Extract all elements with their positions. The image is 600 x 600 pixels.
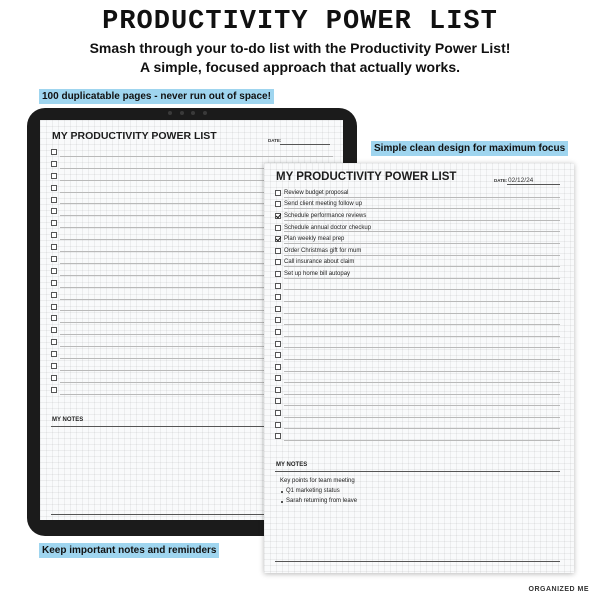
checkbox-icon[interactable] bbox=[51, 185, 57, 191]
checkbox-icon[interactable] bbox=[275, 201, 281, 207]
checkbox-icon[interactable] bbox=[51, 280, 57, 286]
checkbox-icon[interactable] bbox=[51, 363, 57, 369]
checkbox-icon[interactable] bbox=[275, 283, 281, 289]
checkbox-icon[interactable] bbox=[51, 220, 57, 226]
checked-checkbox-icon[interactable] bbox=[275, 213, 281, 219]
checkbox-icon[interactable] bbox=[275, 375, 281, 381]
task-row bbox=[275, 419, 560, 431]
checkbox-icon[interactable] bbox=[275, 364, 281, 370]
task-row bbox=[275, 245, 560, 257]
date-value: 02/12/24 bbox=[508, 177, 534, 184]
task-row bbox=[275, 338, 560, 350]
planner-title: MY PRODUCTIVITY POWER LIST bbox=[276, 171, 457, 183]
notes-bullet: Q1 marketing status bbox=[280, 488, 357, 498]
subtitle-line-2: A simple, focused approach that actually works. bbox=[139, 59, 460, 75]
planner-title: MY PRODUCTIVITY POWER LIST bbox=[52, 130, 217, 142]
task-row bbox=[275, 361, 560, 373]
task-row bbox=[275, 303, 560, 315]
checkbox-icon[interactable] bbox=[51, 197, 57, 203]
checkbox-icon[interactable] bbox=[275, 341, 281, 347]
task-row bbox=[275, 268, 560, 280]
checkbox-icon[interactable] bbox=[51, 339, 57, 345]
checkbox-icon[interactable] bbox=[51, 292, 57, 298]
task-row bbox=[51, 146, 333, 158]
task-text: Set up home bill autopay bbox=[284, 270, 351, 277]
task-text: Plan weekly meal prep bbox=[284, 236, 345, 243]
checkbox-icon[interactable] bbox=[51, 173, 57, 179]
task-row bbox=[275, 233, 560, 245]
task-text: Schedule performance reviews bbox=[284, 212, 367, 219]
notes-bullet: Sarah returning from leave bbox=[280, 498, 357, 508]
task-row bbox=[275, 396, 560, 408]
camera-icon bbox=[168, 111, 218, 117]
task-row bbox=[275, 384, 560, 396]
checkbox-icon[interactable] bbox=[51, 375, 57, 381]
callout-pages: 100 duplicatable pages - never run out of space! bbox=[39, 89, 274, 104]
page-title: PRODUCTIVITY POWER LIST bbox=[102, 7, 498, 37]
task-text: Call insurance about claim bbox=[284, 259, 355, 266]
filled-planner-page bbox=[264, 163, 574, 573]
task-row bbox=[275, 210, 560, 222]
checkbox-icon[interactable] bbox=[51, 244, 57, 250]
task-row bbox=[275, 315, 560, 327]
date-line bbox=[507, 184, 560, 185]
task-row bbox=[275, 291, 560, 303]
checkbox-icon[interactable] bbox=[51, 256, 57, 262]
checkbox-icon[interactable] bbox=[51, 149, 57, 155]
checkbox-icon[interactable] bbox=[275, 352, 281, 358]
checkbox-icon[interactable] bbox=[51, 304, 57, 310]
notes-bottom-line bbox=[275, 561, 560, 562]
notes-heading: Key points for team meeting bbox=[280, 478, 355, 484]
task-text: Schedule annual doctor checkup bbox=[284, 224, 372, 231]
checkbox-icon[interactable] bbox=[275, 422, 281, 428]
task-row bbox=[275, 326, 560, 338]
checkbox-icon[interactable] bbox=[51, 387, 57, 393]
checkbox-icon[interactable] bbox=[275, 306, 281, 312]
task-text: Review budget proposal bbox=[284, 189, 349, 196]
checkbox-icon[interactable] bbox=[51, 161, 57, 167]
checkbox-icon[interactable] bbox=[51, 315, 57, 321]
task-row bbox=[275, 187, 560, 199]
checkbox-icon[interactable] bbox=[275, 329, 281, 335]
checkbox-icon[interactable] bbox=[275, 317, 281, 323]
checkbox-icon[interactable] bbox=[275, 433, 281, 439]
checkbox-icon[interactable] bbox=[275, 294, 281, 300]
callout-notes: Keep important notes and reminders bbox=[39, 543, 219, 558]
checkbox-icon[interactable] bbox=[51, 268, 57, 274]
checkbox-icon[interactable] bbox=[51, 208, 57, 214]
checkbox-icon[interactable] bbox=[275, 259, 281, 265]
notes-content bbox=[280, 478, 357, 508]
checkbox-icon[interactable] bbox=[51, 351, 57, 357]
subtitle-line-1: Smash through your to-do list with the Productivity Power List! bbox=[89, 40, 511, 56]
task-row bbox=[275, 199, 560, 211]
task-text: Order Christmas gift for mum bbox=[284, 247, 362, 254]
task-row bbox=[275, 222, 560, 234]
task-row bbox=[275, 280, 560, 292]
checkbox-icon[interactable] bbox=[51, 232, 57, 238]
notes-label: MY NOTES bbox=[276, 462, 308, 468]
checkbox-icon[interactable] bbox=[275, 225, 281, 231]
task-row bbox=[275, 430, 560, 442]
notes-label: MY NOTES bbox=[52, 417, 84, 423]
task-row bbox=[275, 349, 560, 361]
notes-divider bbox=[275, 471, 560, 472]
date-label: DATE: bbox=[494, 178, 508, 183]
task-list bbox=[275, 187, 560, 442]
task-text: Send client meeting follow up bbox=[284, 201, 363, 208]
checkbox-icon[interactable] bbox=[275, 271, 281, 277]
task-row bbox=[275, 407, 560, 419]
checkbox-icon[interactable] bbox=[275, 398, 281, 404]
checked-checkbox-icon[interactable] bbox=[275, 236, 281, 242]
checkbox-icon[interactable] bbox=[275, 410, 281, 416]
task-row bbox=[275, 257, 560, 269]
checkbox-icon[interactable] bbox=[51, 327, 57, 333]
checkbox-icon[interactable] bbox=[275, 248, 281, 254]
callout-design: Simple clean design for maximum focus bbox=[371, 141, 568, 156]
brand-logo: ORGANIZED ME bbox=[528, 586, 589, 593]
checkbox-icon[interactable] bbox=[275, 190, 281, 196]
date-line bbox=[280, 144, 330, 145]
task-row bbox=[275, 373, 560, 385]
checkbox-icon[interactable] bbox=[275, 387, 281, 393]
date-label: DATE: bbox=[268, 138, 282, 143]
